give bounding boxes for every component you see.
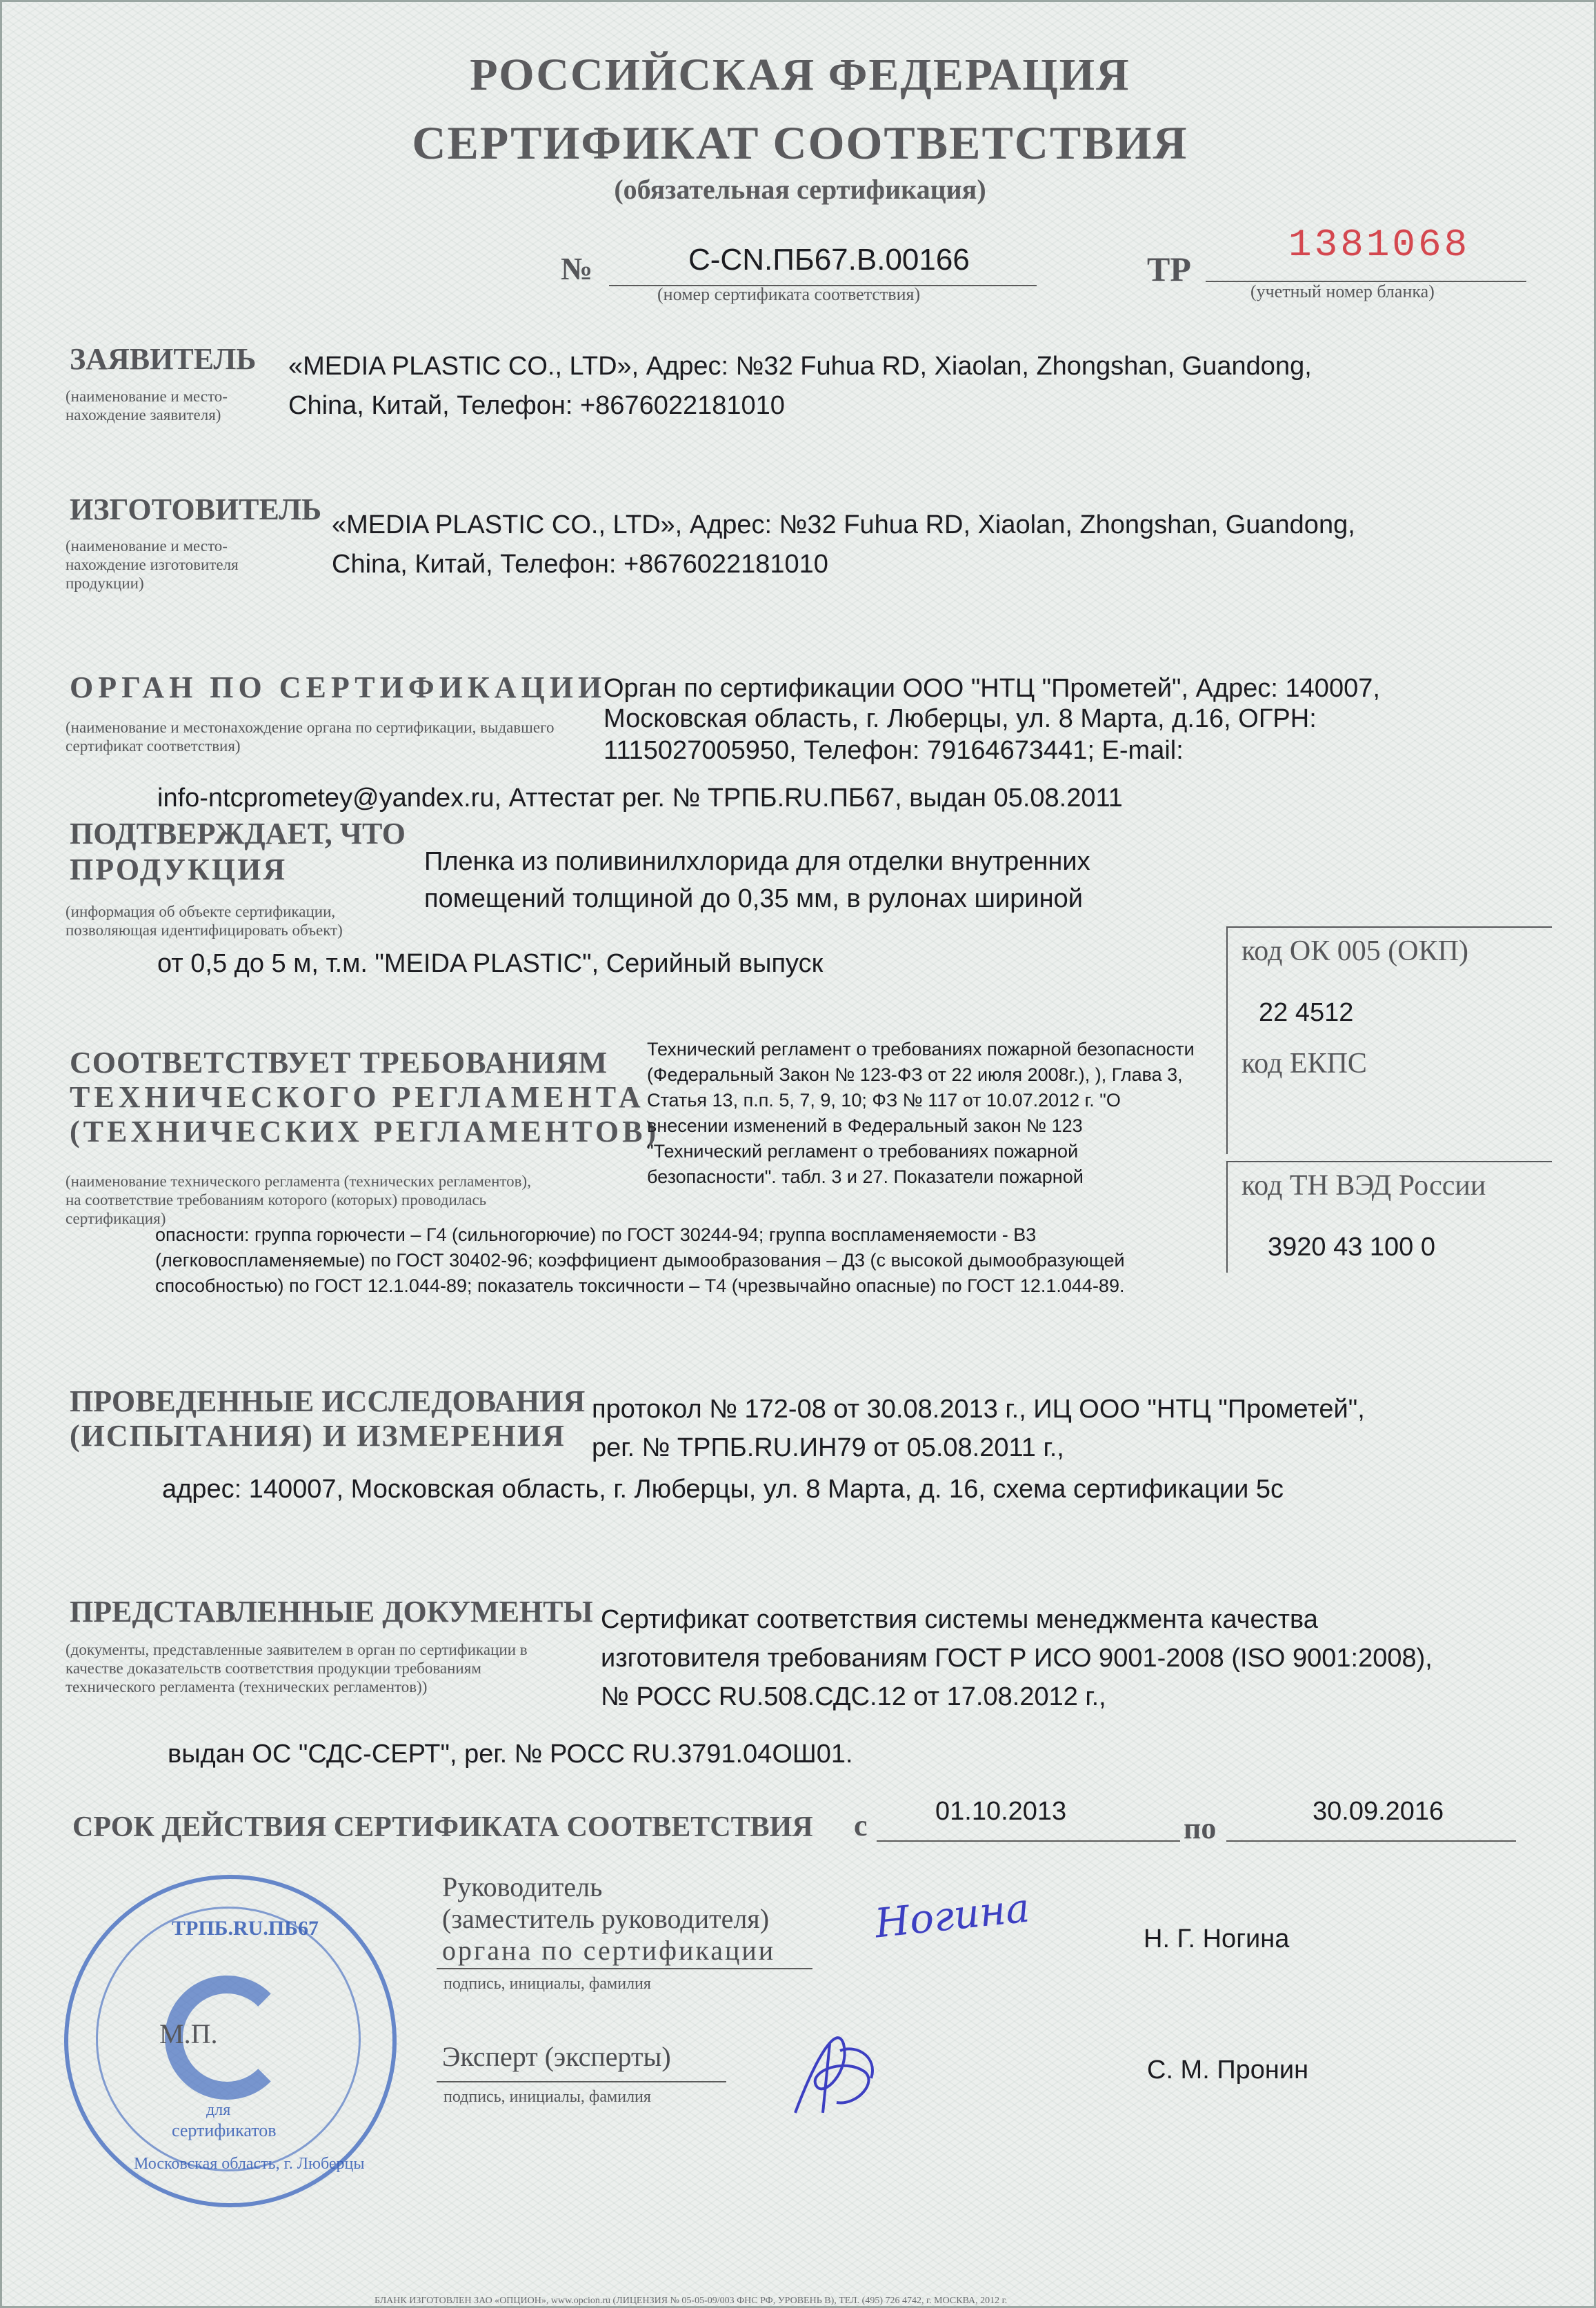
regulation-line-5: "Технический регламент о требованиях пожарной <box>647 1141 1079 1162</box>
validity-to-line <box>1226 1792 1516 1842</box>
regulation-label-3: (ТЕХНИЧЕСКИХ РЕГЛАМЕНТОВ) <box>70 1115 660 1148</box>
tnved-code-box <box>1226 1161 1552 1273</box>
head-title-block <box>442 1871 775 1967</box>
regulation-line-2: (Федеральный Закон № 123-ФЗ от 22 июля 2008г.), ), Глава 3, <box>647 1064 1183 1085</box>
country-title: РОССИЙСКАЯ ФЕДЕРАЦИЯ <box>470 50 1130 100</box>
expert-sign-line <box>437 2080 726 2082</box>
manufacturer-note: (наименование и место- нахождение изготовителя продукции) <box>66 537 239 592</box>
product-label-1: ПОДТВЕРЖДАЕТ, ЧТО <box>70 817 406 850</box>
tests-label-1: ПРОВЕДЕННЫЕ ИССЛЕДОВАНИЯ <box>70 1384 586 1418</box>
seal-text-4: Московская область, г. Люберцы <box>134 2155 365 2173</box>
regulation-line-7: опасности: группа горючести – Г4 (сильногорючие) по ГОСТ 30244-94; группа воспламеняемости - В3 <box>155 1224 1037 1245</box>
validity-from: 01.10.2013 <box>935 1797 1067 1826</box>
regulation-label-1: СООТВЕТСТВУЕТ ТРЕБОВАНИЯМ <box>70 1046 608 1080</box>
applicant-label: ЗАЯВИТЕЛЬ <box>70 342 257 376</box>
tests-line-3: адрес: 140007, Московская область, г. Люберцы, ул. 8 Марта, д. 16, схема сертификации 5с <box>162 1475 1284 1504</box>
cert-number: C-CN.ПБ67.В.00166 <box>688 243 970 277</box>
regulation-line-1: Технический регламент о требованиях пожарной безопасности <box>647 1039 1195 1060</box>
okp-code-box <box>1226 926 1552 1045</box>
blank-number-line <box>1206 223 1526 282</box>
cert-body-line-1: Орган по сертификации ООО "НТЦ "Прометей", Адрес: 140007, <box>604 674 1380 703</box>
tr-label: ТР <box>1147 250 1191 288</box>
documents-line-3: № РОСС RU.508.СДС.12 от 17.08.2012 г., <box>601 1682 1106 1711</box>
seal-text-3: сертификатов <box>172 2120 277 2140</box>
regulation-line-3: Статья 13, п.п. 5, 7, 9, 10; ФЗ № 117 от 10.07.2012 г. "О <box>647 1090 1121 1111</box>
manufacturer-line-1: «MEDIA PLASTIC CO., LTD», Адрес: №32 Fuhua RD, Xiaolan, Zhongshan, Guandong, <box>332 510 1355 539</box>
expert-label: Эксперт (эксперты) <box>442 2041 671 2072</box>
tests-label-2: (ИСПЫТАНИЯ) И ИЗМЕРЕНИЯ <box>70 1419 566 1453</box>
blank-number-caption: (учетный номер бланка) <box>1250 281 1435 301</box>
cert-body-note: (наименование и местонахождение органа по сертификации, выдавшего сертификат соответствия) <box>66 719 555 755</box>
head-title-2: (заместитель руководителя) <box>442 1903 770 1934</box>
tests-line-1: протокол № 172-08 от 30.08.2013 г., ИЦ ООО "НТЦ "Прометей", <box>592 1395 1365 1424</box>
regulation-line-8: (легковоспламеняемые) по ГОСТ 30402-96; коэффициент дымообразования – Д3 (с высокой дымообразующей <box>155 1250 1125 1271</box>
applicant-note: (наименование и место- нахождение заявителя) <box>66 388 228 424</box>
tnved-value: 3920 43 100 0 <box>1268 1233 1436 1262</box>
product-note: (информация об объекте сертификации, позволяющая идентифицировать объект) <box>66 903 343 939</box>
okp-value: 22 4512 <box>1259 998 1354 1027</box>
product-line-3: от 0,5 до 5 м, т.м. "MEIDA PLASTIC", Серийный выпуск <box>157 949 824 978</box>
footer-print-info: БЛАНК ИЗГОТОВЛЕН ЗАО «ОПЦИОН», www.opcion.ru (ЛИЦЕНЗИЯ № 05-05-09/003 ФНС РФ, УРОВЕНЬ В), ТЕЛ. (495) 726 4742, г. МОСКВА, 2012 г. <box>375 2296 1008 2306</box>
validity-to-label: по <box>1184 1811 1217 1845</box>
validity-from-line <box>877 1792 1180 1842</box>
tnved-label: код ТН ВЭД России <box>1241 1170 1486 1202</box>
expert-sign-caption: подпись, инициалы, фамилия <box>443 2088 651 2106</box>
validity-to: 30.09.2016 <box>1313 1797 1444 1826</box>
blank-number: 1381068 <box>1288 223 1470 267</box>
okp-label: код ОК 005 (ОКП) <box>1241 935 1468 967</box>
cert-number-line <box>609 237 1037 286</box>
seal-stamp <box>64 1875 397 2207</box>
ekps-code-box <box>1226 1044 1552 1154</box>
product-label-2: ПРОДУКЦИЯ <box>70 853 288 886</box>
documents-label: ПРЕДСТАВЛЕННЫЕ ДОКУМЕНТЫ <box>70 1595 593 1629</box>
regulation-note: (наименование технического регламента (технических регламентов), на соответствие требованиям которого (которых) проводилась сертификация) <box>66 1173 531 1227</box>
head-name: Н. Г. Ногина <box>1144 1924 1290 1953</box>
validity-from-label: с <box>854 1809 868 1842</box>
number-label: № <box>561 251 593 286</box>
regulation-label-2: ТЕХНИЧЕСКОГО РЕГЛАМЕНТА <box>70 1080 645 1114</box>
cert-body-line-3: 1115027005950, Телефон: 79164673441; E-mail: <box>604 736 1184 765</box>
applicant-line-1: «MEDIA PLASTIC CO., LTD», Адрес: №32 Fuhua RD, Xiaolan, Zhongshan, Guandong, <box>288 352 1312 381</box>
documents-line-2: изготовителя требованиям ГОСТ Р ИСО 9001-2008 (ISO 9001:2008), <box>601 1644 1433 1673</box>
head-sign-caption: подпись, инициалы, фамилия <box>443 1975 651 1993</box>
documents-line-1: Сертификат соответствия системы менеджмента качества <box>601 1605 1318 1634</box>
manufacturer-label: ИЗГОТОВИТЕЛЬ <box>70 493 322 526</box>
cert-number-caption: (номер сертификата соответствия) <box>657 284 921 304</box>
tests-line-2: рег. № ТРПБ.RU.ИН79 от 05.08.2011 г., <box>592 1433 1064 1462</box>
validity-label: СРОК ДЕЙСТВИЯ СЕРТИФИКАТА СООТВЕТСТВИЯ <box>72 1811 813 1843</box>
product-line-1: Пленка из поливинилхлорида для отделки внутренних <box>424 847 1090 876</box>
cert-body-line-2: Московская область, г. Люберцы, ул. 8 Марта, д.16, ОГРН: <box>604 704 1317 733</box>
manufacturer-line-2: China, Китай, Телефон: +8676022181010 <box>332 550 828 579</box>
document-subtitle: (обязательная сертификация) <box>614 174 986 205</box>
head-signature: Ногина <box>872 1884 1032 1947</box>
seal-text-1: ТРПБ.RU.ПБ67 <box>172 1917 319 1940</box>
expert-signature <box>775 2016 892 2133</box>
applicant-line-2: China, Китай, Телефон: +8676022181010 <box>288 391 785 420</box>
seal-text-2: для <box>206 2101 231 2119</box>
mp-label: М.П. <box>159 2018 218 2049</box>
head-title-1: Руководитель <box>442 1871 603 1902</box>
regulation-line-6: безопасности". табл. 3 и 27. Показатели пожарной <box>647 1166 1084 1187</box>
ekps-label: код ЕКПС <box>1241 1048 1367 1080</box>
cert-body-label: ОРГАН ПО СЕРТИФИКАЦИИ <box>70 670 607 704</box>
head-sign-line <box>437 1967 812 1969</box>
cert-body-line-4: info-ntcprometey@yandex.ru, Аттестат рег. № ТРПБ.RU.ПБ67, выдан 05.08.2011 <box>157 784 1123 813</box>
regulation-line-9: способностью) по ГОСТ 12.1.044-89; показатель токсичности – Т4 (чрезвычайно опасные) по ГОСТ 12.1.044-89. <box>155 1275 1125 1296</box>
documents-line-4: выдан ОС "СДС-СЕРТ", рег. № РОСС RU.3791.04ОШ01. <box>168 1740 853 1769</box>
regulation-line-4: внесении изменений в Федеральный закон № 123 <box>647 1115 1083 1136</box>
head-title-3: органа по сертификации <box>442 1935 776 1966</box>
product-line-2: помещений толщиной до 0,35 мм, в рулонах шириной <box>424 884 1083 913</box>
documents-note: (документы, представленные заявителем в орган по сертификации в качестве доказательств соответствия продукции требованиям технического регламента (технических регламентов)) <box>66 1641 528 1695</box>
expert-name: С. М. Пронин <box>1147 2056 1309 2085</box>
document-title: СЕРТИФИКАТ СООТВЕТСТВИЯ <box>412 117 1188 169</box>
